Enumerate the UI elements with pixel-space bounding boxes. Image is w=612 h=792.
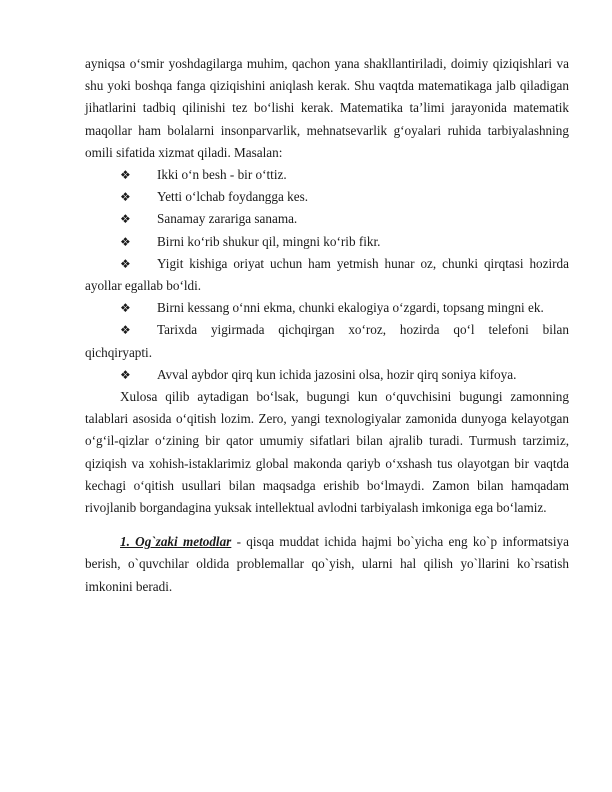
diamond-bullet-icon: ❖	[120, 301, 131, 316]
diamond-bullet-icon: ❖	[120, 212, 131, 227]
diamond-bullet-icon: ❖	[120, 234, 131, 249]
proverb-item: ❖ Yetti o‘lchab foydangga kes.	[85, 186, 569, 208]
method-heading: 1. Og`zaki metodlar	[120, 534, 232, 550]
proverb-item: ❖ Sanamay zarariga sanama.	[85, 208, 569, 230]
proverb-item: ❖ Birni kessang o‘nni ekma, chunki ekalogiya o‘zgardi, topsang mingni ek.	[85, 297, 569, 319]
diamond-bullet-icon: ❖	[120, 323, 131, 338]
proverb-item: ❖ Yigit kishiga oriyat uchun ham yetmish hunar oz, chunki qirqtasi hozirda ayollar egallab bo‘ldi.	[85, 253, 569, 297]
method-paragraph	[85, 531, 569, 598]
intro-paragraph: ayniqsa o‘smir yoshdagilarga muhim, qachon yana shakllantiriladi, doimiy qiziqishlari va shu yoki boshqa fanga qiziqishini aniqlash kerak. Shu vaqtda matematikaga jalb qiladigan jihatlarini tadbiq qilinishi tez bo‘lishi kerak. Matematika ta’limi jarayonida matematik maqollar ham bolalarni insonparvarlik, mehnatsevarlik g‘oyalari ruhida tarbiyalashning omili sifatida xizmat qiladi. Masalan:	[85, 56, 569, 160]
proverb-item: ❖ Birni ko‘rib shukur qil, mingni ko‘rib fikr.	[85, 231, 569, 253]
diamond-bullet-icon: ❖	[120, 367, 131, 382]
proverb-continuation: ayollar egallab bo‘ldi.	[85, 278, 202, 294]
conclusion-paragraph: Xulosa qilib aytadigan bo‘lsak, bugungi kun o‘quvchisini bugungi zamonning talablari asosida o‘qitish lozim. Zero, yangi texnologiyalar zamonida dunyoga kelayotgan o‘g‘il-qizlar o‘zining bir qator umumiy sifatlari bilan ajralib turadi. Turmush tarzimiz, qiziqish va xohish-istaklarimiz global makonda qariyb o‘xshash tus olayotgan bir vaqtda kechagi o‘qitish usullari bilan maqsadga erishib bo‘lmaydi. Zamon bilan hamqadam rivojlanib borgandagina yuksak intellektual avlodni tarbiyalash imkoniga ega bo‘lamiz.	[85, 389, 569, 516]
spacer	[85, 519, 569, 531]
diamond-bullet-icon: ❖	[120, 190, 131, 205]
proverb-continuation: qichqiryapti.	[85, 344, 153, 360]
proverb-item: ❖ Ikki o‘n besh - bir o‘ttiz.	[85, 164, 569, 186]
method-text: - qisqa muddat ichida hajmi bo`yicha eng ko`p informatsiya berish, o`quvchilar oldida problemallar qo`yish, ularni hal qilish yo`llarini ko`rsatish imkonini beradi.	[85, 534, 569, 594]
diamond-bullet-icon: ❖	[120, 168, 131, 183]
document-page	[85, 53, 569, 598]
proverb-item: ❖ Avval aybdor qirq kun ichida jazosini olsa, hozir qirq soniya kifoya.	[85, 364, 569, 386]
diamond-bullet-icon: ❖	[120, 256, 131, 271]
proverb-item: ❖ Tarixda yigirmada qichqirgan xo‘roz, hozirda qo‘l telefoni bilan qichqiryapti.	[85, 319, 569, 363]
